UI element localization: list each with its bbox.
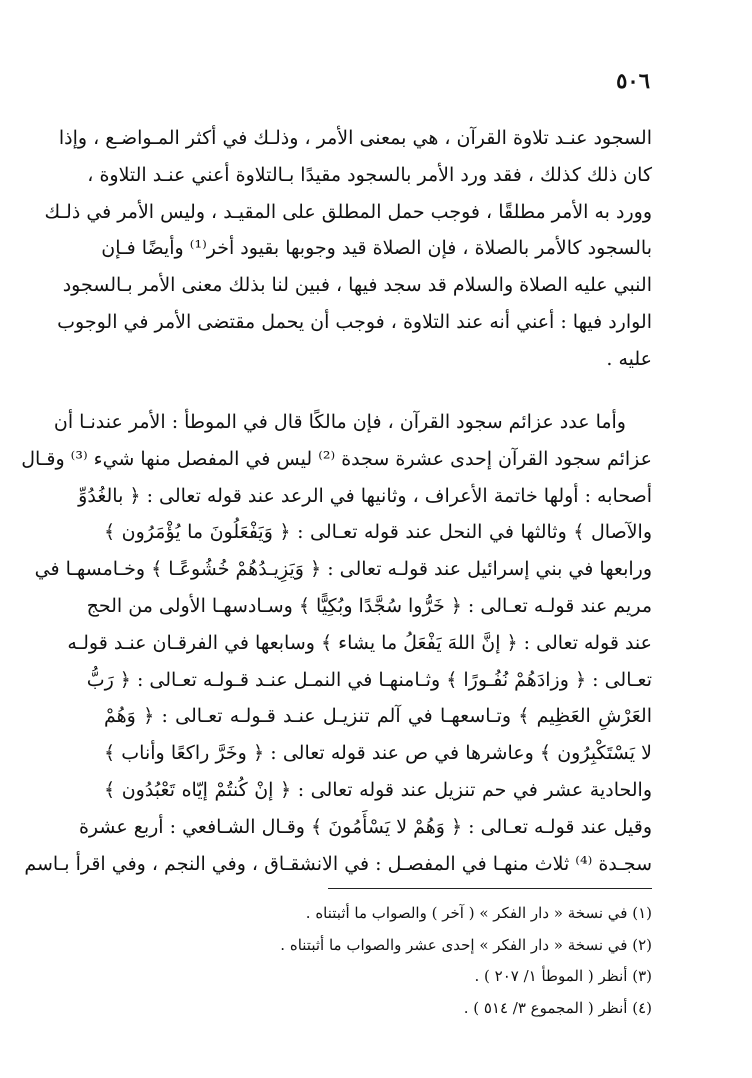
footnote-2: (٢) في نسخة « دار الفكر » إحدى عشر والصواب ما أثبتناه .	[280, 935, 652, 954]
text-line: وقيل عند قولـه تعـالى : ﴿ وَهُمْ لا يَسْأَمُونَ ﴾ وقـال الشـافعي : أربع عشرة	[78, 815, 652, 838]
text-line: وأما عدد عزائم سجود القرآن ، فإن مالكًا قال في الموطأ : الأمر عندنـا أن	[53, 411, 626, 433]
text-line: كان ذلك كذلك ، فقد ورد الأمر بالسجود مقيدًا بـالتلاوة أعني عنـد التلاوة ،	[87, 163, 652, 186]
text-line: تعـالى : ﴿ وزادَهُمْ نُفُـورًا ﴾ وثـامنهـا في النمـل عنـد قـولـه تعـالى : ﴿ رَبُّ	[86, 668, 652, 691]
text-line: الوارد فيها : أعني أنه عند التلاوة ، فوجب أن يحمل مقتضى الأمر في الوجوب	[57, 310, 652, 333]
text-line: عليه .	[606, 347, 652, 370]
text-line: مريم عند قولـه تعـالى : ﴿ خَرُّوا سُجَّدًا وبُكِيًّا ﴾ وسـادسهـا الأولى من الحج	[86, 594, 652, 617]
footnotes	[104, 898, 652, 1024]
footnote-4: (٤) أنظر ( المجموع ٣/ ٥١٤ ) .	[463, 998, 652, 1017]
text-line: السجود عنـد تلاوة القرآن ، هي بمعنى الأمر ، وذلـك في أكثر المـواضـع ، وإذا	[58, 127, 652, 149]
text-line: النبي عليه الصلاة والسلام قد سجد فيها ، فبين لنا بذلك معنى الأمر بـالسجود	[62, 274, 652, 297]
page-number: ٥٠٦	[616, 68, 650, 93]
text-line: والآصال ﴾ وثالثها في النحل عند قوله تعـالى : ﴿ وَيَفْعَلُونَ ما يُؤْمَرُون ﴾	[104, 521, 652, 544]
text-line: لا يَسْتَكْبِرُون ﴾ وعاشرها في ص عند قوله تعالى : ﴿ وخَرَّ راكعًا وأناب ﴾	[104, 742, 652, 765]
footnote-1: (١) في نسخة « دار الفكر » ( آخر ) والصواب ما أثبتناه .	[305, 904, 652, 922]
text-line: العَرْشِ العَظِيم ﴾ وتـاسعهـا في آلم تنزيـل عنـد قـولـه تعـالى : ﴿ وَهُمْ	[104, 705, 652, 728]
text-line: أصحابه : أولها خاتمة الأعراف ، وثانيها في الرعد عند قوله تعالى : ﴿ بالغُدُوِّ	[78, 484, 652, 507]
paragraph-2	[21, 404, 652, 882]
paragraph-1	[44, 120, 652, 378]
footnote-3: (٣) أنظر ( الموطأ ١/ ٢٠٧ ) .	[474, 967, 652, 985]
text-line: ورابعها في بني إسرائيل عند قولـه تعالى : ﴿ وَيَزِيـدُهُمْ خُشُوعًـا ﴾ وخـامسهـا في	[34, 558, 652, 581]
text-line: عند قوله تعالى : ﴿ إنَّ اللهَ يَفْعَلُ ما يشاء ﴾ وسابعها في الفرقـان عنـد قولـه	[67, 631, 652, 654]
text-line: وورد به الأمر مطلقًا ، فوجب حمل المطلق على المقيـد ، وليس الأمر في ذلـك	[44, 200, 652, 223]
text-line: سجـدة ⁽⁴⁾ ثلاث منهـا في المفصـل : في الانشقـاق ، وفي النجم ، وفي اقرأ بـاسم	[24, 852, 652, 875]
text-line: عزائم سجود القرآن إحدى عشرة سجدة ⁽²⁾ ليس في المفصل منها شيء ⁽³⁾ وقـال	[21, 447, 652, 470]
footnote-divider	[328, 888, 652, 889]
text-line: بالسجود كالأمر بالصلاة ، فإن الصلاة قيد وجوبها بقيود أخر⁽¹⁾ وأيضًا فـإن	[101, 237, 652, 260]
text-line: والحادية عشر في حم تنزيل عند قوله تعالى : ﴿ إنْ كُنتُمْ إيّاه تَعْبُدُون ﴾	[104, 778, 652, 801]
